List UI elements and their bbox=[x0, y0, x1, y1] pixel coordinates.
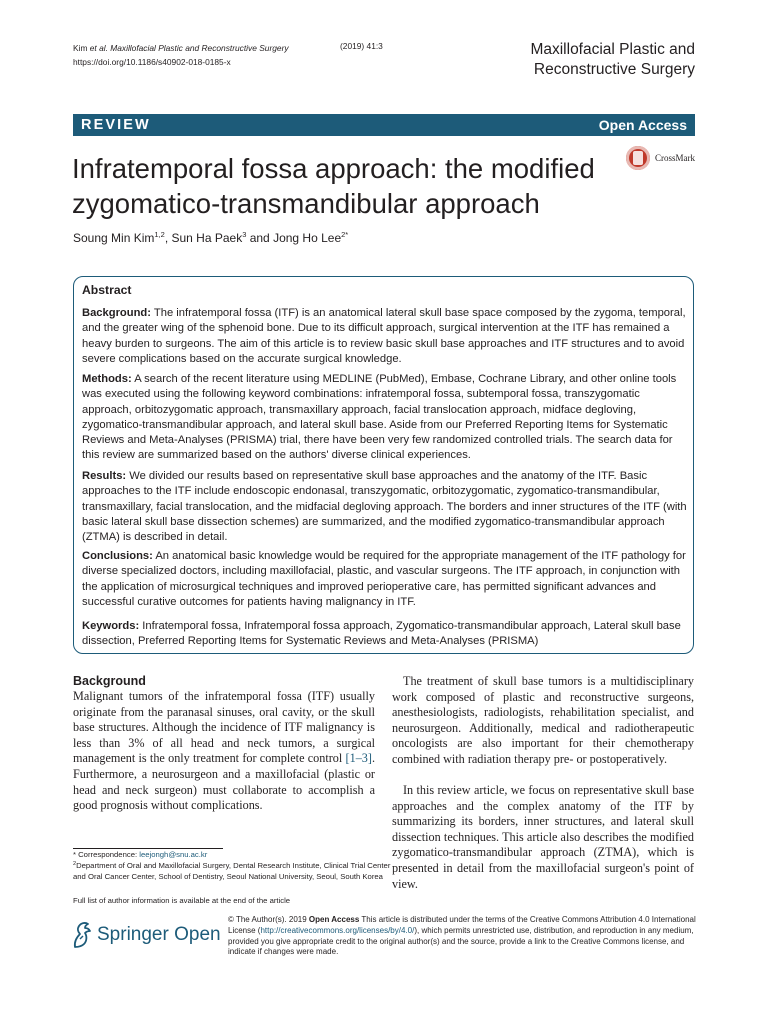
section-heading: Background bbox=[73, 674, 146, 688]
open-access-label: Open Access bbox=[598, 117, 687, 133]
footnote-divider bbox=[73, 848, 223, 849]
doi-link[interactable]: https://doi.org/10.1186/s40902-018-0185-x bbox=[73, 57, 231, 67]
abstract-results-text: We divided our results based on representative skull base approaches and the anatomy of the ITF. Basic approaches to the ITF include endoscopic endonasal, transzygomatic, orbitozygomatic, zygomatico-transmandibular, transmaxillary, facial translocation, and the midfacial degloving approach. The borders and inner structures of the ITF (with basic lateral skull base dissection schemes) are summarized, and the modified zygomatico-transmandibular approach (ZTMA) is described in detail. bbox=[82, 470, 687, 544]
citation-authors: Kim bbox=[73, 43, 88, 53]
citation-journal: Maxillofacial Plastic and Reconstructive Surgery bbox=[110, 43, 289, 53]
citation-year: (2019) 41:3 bbox=[340, 41, 383, 51]
license-text: This article is distributed under the terms of the Creative Commons Attribution 4.0 International License ( bbox=[228, 915, 696, 935]
citation-etal: et al. bbox=[89, 43, 108, 53]
correspondence-note bbox=[73, 850, 393, 861]
body-paragraph-text: . Furthermore, a neurosurgeon and a maxillofacial (plastic or head and neck surgeon) must collaborate to accomplish a good prognosis without complications. bbox=[73, 751, 375, 813]
citation-link[interactable]: [1–3] bbox=[345, 751, 372, 766]
crossmark-button[interactable] bbox=[626, 145, 726, 175]
body-paragraph: In this review article, we focus on representative skull base approaches and the complex anatomy of the ITF by summarizing its borders, inner structures, and lateral skull dissection techniques. This article also describes the modified zygomatico-transmandibular approach (ZTMA), which is presented in detail from the maxillofacial surgeon's point of view. bbox=[392, 783, 694, 891]
abstract-background-text: The infratemporal fossa (ITF) is an anatomical lateral skull base space composed by the zygoma, temporal, and the greater wing of the sphenoid bone. Due to its difficult approach, surgical intervention at the ITF has remained a heavy burden to surgeons. The aim of this article is to review basic skull base approaches and ITF structures and to avoid severe complications based on the accurate surgical knowledge. bbox=[82, 307, 686, 365]
abstract-results-label: Results: bbox=[82, 470, 127, 482]
journal-name bbox=[530, 40, 695, 80]
abstract-conclusions-text: An anatomical basic knowledge would be required for the appropriate management of the ITF pathology for diverse specialized doctors, including maxillofacial, plastic, and vascular surgeons. The ITF approach, in conjunction with the application of microsurgical techniques and improved perioperative care, has permitted significant advances and successful curative outcomes for patients having malignancy in ITF. bbox=[82, 550, 686, 608]
abstract-keywords-text: Infratemporal fossa, Infratemporal fossa approach, Zygomatico-transmandibular approach, Lateral skull base dissection, Preferred Reporting Items for Systematic Reviews and Meta-Analyses (PRISMA) bbox=[82, 620, 681, 648]
body-paragraph: The treatment of skull base tumors is a multidisciplinary work composed of plastic and reconstructive surgeons, anesthesiologists, radiologists, rehabilitation specialist, and neurosurgeon. Additionally, medical and radiotherapeutic oncologists are also important for their chemotherapy combined with radiation therapy pre- or postoperatively. bbox=[392, 674, 694, 766]
abstract-conclusions-label: Conclusions: bbox=[82, 550, 153, 562]
affiliation-note bbox=[73, 861, 393, 882]
author-name: and Jong Ho Lee bbox=[246, 231, 342, 245]
springer-open: Open bbox=[174, 924, 221, 945]
abstract-background-label: Background: bbox=[82, 307, 151, 319]
author-name: , Sun Ha Paek bbox=[164, 231, 243, 245]
body-paragraph-text: Malignant tumors of the infratemporal fossa (ITF) usually originate from the paranasal sinuses, oral cavity, or the skull base structures. Although the incidence of ITF malignancy is less than 3% of all head and neck tumors, a surgical management is the only treatment for complete control bbox=[73, 689, 375, 766]
springer-horse-icon bbox=[71, 921, 93, 949]
crossmark-icon bbox=[626, 146, 650, 170]
author-affiliation-sup: 1,2 bbox=[154, 230, 165, 239]
correspondence-email-link[interactable]: leejongh@snu.ac.kr bbox=[139, 850, 208, 859]
body-paragraph bbox=[73, 689, 375, 814]
abstract-conclusions bbox=[82, 549, 687, 610]
license-text: ), which permits unrestricted use, distribution, and reproduction in any medium, provided you give appropriate credit to the original author(s) and the source, provide a link to the Creative Commons license, and indicate if changes were made. bbox=[228, 925, 694, 957]
article-type-bar bbox=[73, 114, 695, 136]
affiliation-text: Department of Oral and Maxillofacial Surgery, Dental Research Institute, Clinical Trial Center and Oral Cancer Center, School of Dentistry, Seoul National University, Seoul, South Korea bbox=[73, 861, 391, 881]
article-title-line1: Infratemporal fossa approach: the modified bbox=[72, 153, 595, 184]
abstract-keywords bbox=[82, 619, 687, 650]
author-list bbox=[73, 231, 348, 245]
author-affiliation-sup: 3 bbox=[242, 230, 247, 239]
springer-open-logo bbox=[71, 918, 221, 958]
author-name: Soung Min Kim bbox=[73, 231, 155, 245]
abstract-results bbox=[82, 469, 687, 545]
abstract-methods bbox=[82, 372, 687, 464]
article-title-line2: zygomatico-transmandibular approach bbox=[72, 188, 540, 219]
journal-name-line1: Maxillofacial Plastic and bbox=[530, 41, 695, 58]
license-open-access: Open Access bbox=[308, 915, 360, 924]
abstract-heading: Abstract bbox=[82, 283, 132, 297]
abstract-methods-text: A search of the recent literature using MEDLINE (PubMed), Embase, Cochrane Library, and other online tools was executed using the following keyword combinations: infratemporal fossa, subtemporal fossa, transzygomatic approach, orbitozygomatic approach, transmaxillary approach, facial translocation approach, midface degloving, zygomatico-transmandibular approach, and lateral skull base. Aside from our Preferred Reporting Items for Systematic Reviews and Meta-Analyses (PRISMA) trial, there have been very few randomized controlled trials. The search data for this review are summarized based on the authors' diverse clinical experiences. bbox=[82, 373, 677, 462]
article-title bbox=[72, 151, 632, 221]
article-type-label: REVIEW bbox=[81, 117, 151, 133]
abstract-background bbox=[82, 306, 687, 367]
author-affiliation-sup: 2* bbox=[341, 230, 349, 239]
abstract-methods-label: Methods: bbox=[82, 373, 132, 385]
springer-open-wordmark bbox=[97, 924, 221, 946]
correspondence-label: * Correspondence: bbox=[73, 850, 140, 859]
license-copyright: © The Author(s). 2019 bbox=[228, 915, 309, 924]
springer-name: Springer bbox=[97, 924, 169, 945]
abstract-keywords-label: Keywords: bbox=[82, 620, 140, 632]
license-link[interactable]: http://creativecommons.org/licenses/by/4.0/ bbox=[260, 925, 415, 935]
license-statement bbox=[228, 915, 698, 958]
journal-name-line2: Reconstructive Surgery bbox=[533, 61, 695, 78]
author-info-note: Full list of author information is available at the end of the article bbox=[73, 896, 291, 905]
running-header-citation bbox=[73, 41, 289, 69]
affiliation-sup: 2 bbox=[73, 861, 77, 867]
crossmark-label: CrossMark bbox=[655, 153, 695, 163]
